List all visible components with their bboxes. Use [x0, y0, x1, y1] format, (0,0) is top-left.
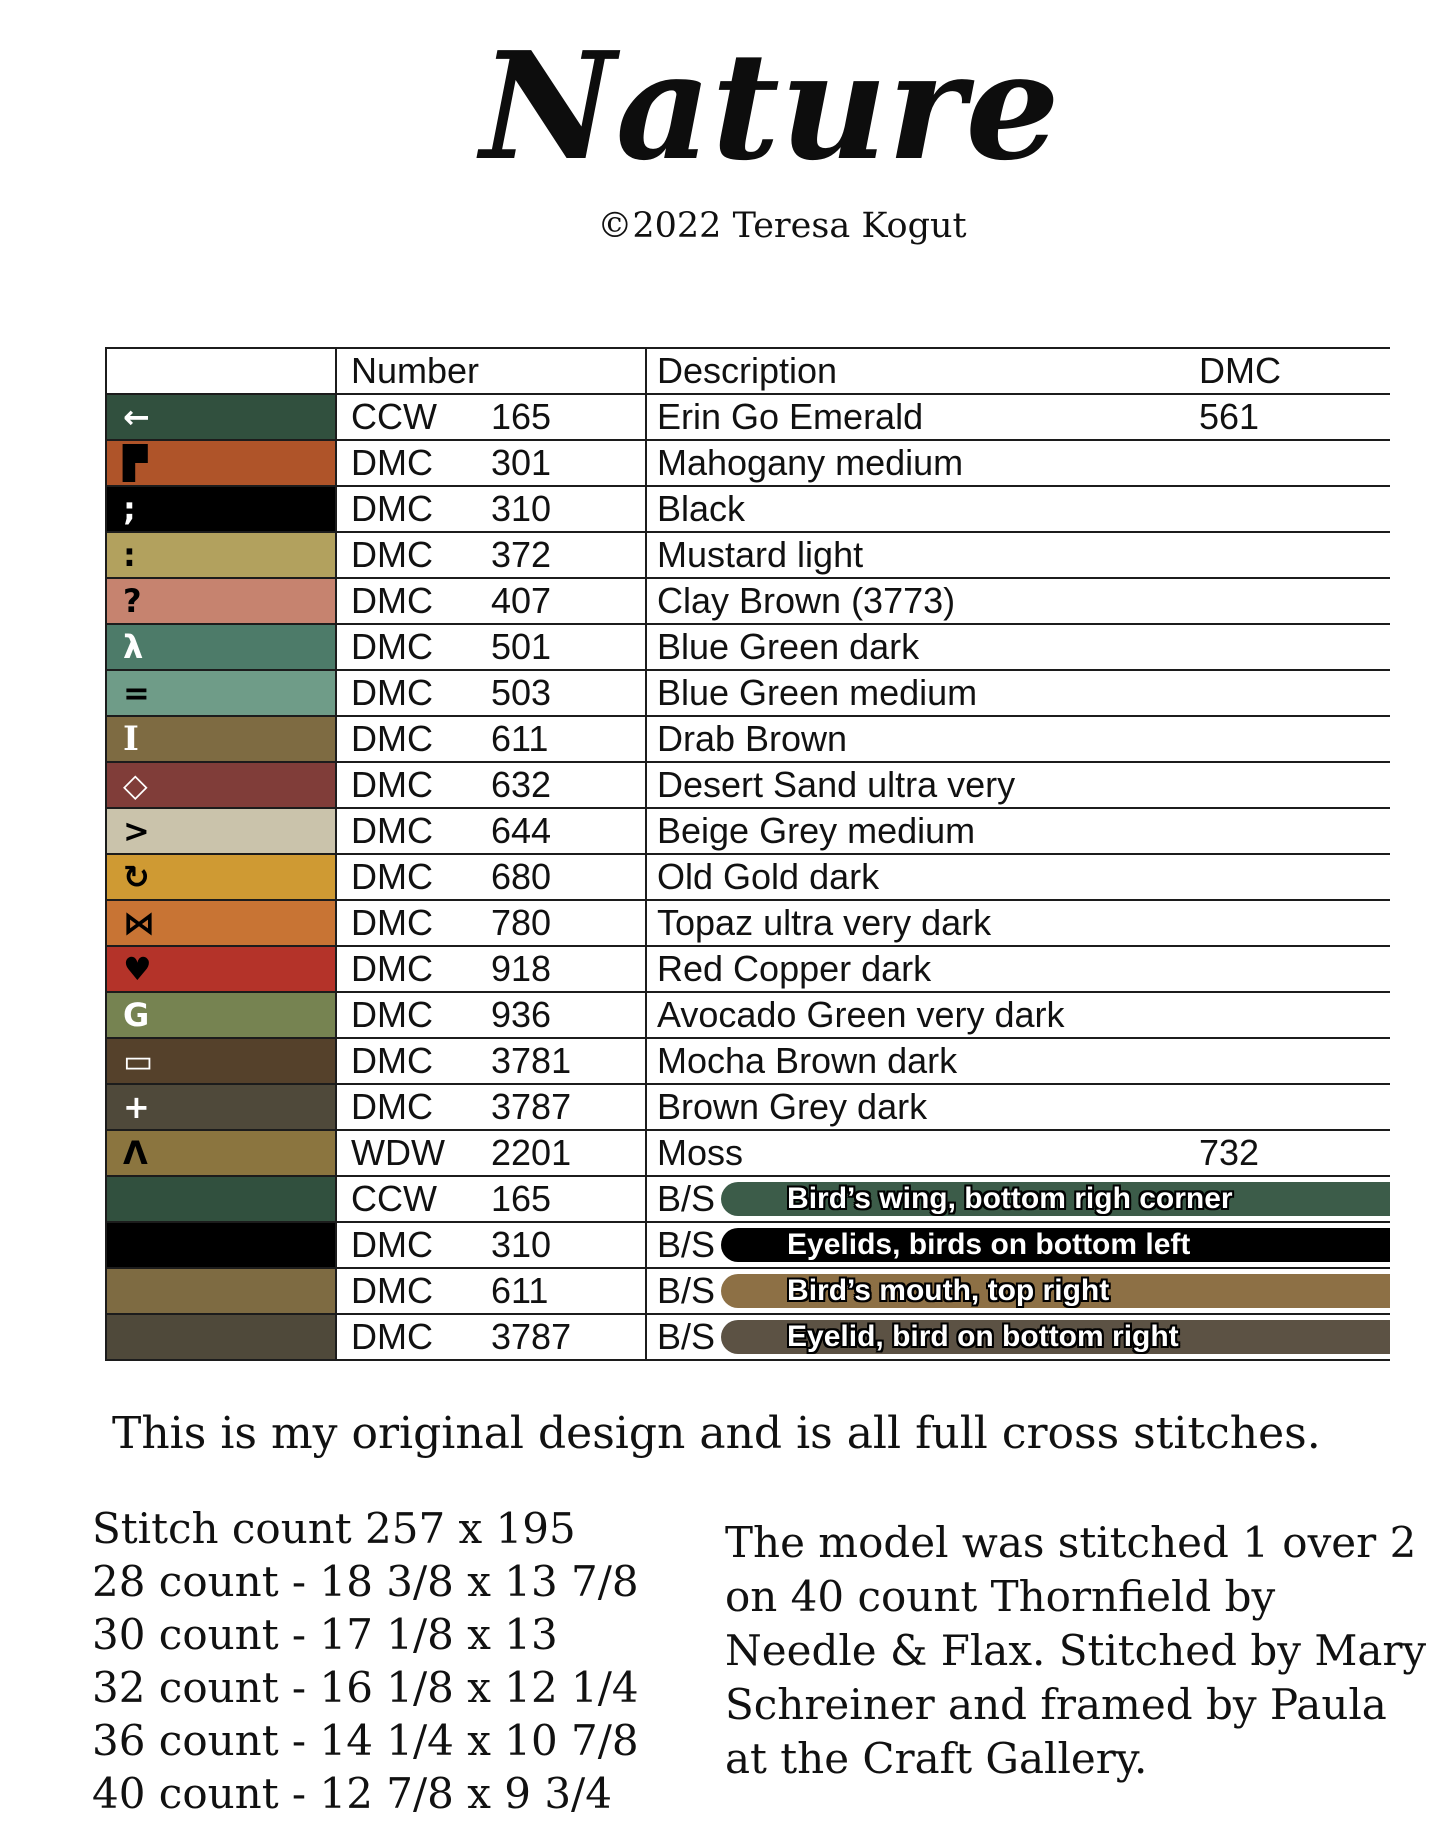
backstitch-note: Bird’s mouth, top right — [787, 1274, 1110, 1307]
description-label: Red Copper dark — [657, 948, 932, 989]
description-label: Erin Go Emerald — [657, 396, 924, 437]
description-cell — [647, 1269, 1390, 1313]
number-cell — [337, 441, 647, 485]
number-cell — [337, 993, 647, 1037]
stitch-symbol: ♥ — [123, 950, 152, 988]
description-label: Clay Brown (3773) — [657, 580, 956, 621]
stitch-symbol: ↻ — [123, 858, 150, 896]
stitch-symbol: ; — [123, 490, 136, 528]
model-info-line: Schreiner and framed by Paula — [725, 1680, 1387, 1729]
stitch-symbol: + — [123, 1088, 150, 1126]
description-cell — [647, 487, 1390, 531]
header-dmc-label: DMC — [1199, 350, 1281, 391]
code-label: 2201 — [491, 1132, 572, 1173]
number-cell — [337, 1085, 647, 1129]
code-label: 501 — [491, 626, 552, 667]
model-info-block — [725, 1516, 1445, 1786]
brand-label: DMC — [351, 442, 433, 483]
code-label: 165 — [491, 1178, 552, 1219]
number-cell — [337, 763, 647, 807]
model-info-line: Needle & Flax. Stitched by Mary — [725, 1626, 1427, 1675]
backstitch-label: B/S — [657, 1316, 716, 1357]
number-cell — [337, 579, 647, 623]
description-cell — [647, 1085, 1390, 1129]
description-cell — [647, 993, 1390, 1037]
description-label: Topaz ultra very dark — [657, 902, 992, 943]
stitch-symbol: I — [123, 719, 139, 759]
backstitch-note-pill — [721, 1274, 1390, 1308]
stitch-symbol: ▛ — [123, 444, 148, 482]
stitch-count-line: 32 count - 16 1/8 x 12 1/4 — [92, 1663, 639, 1712]
stitch-count-line: 28 count - 18 3/8 x 13 7/8 — [92, 1557, 639, 1606]
description-cell — [647, 1177, 1390, 1221]
code-label: 644 — [491, 810, 552, 851]
brand-label: DMC — [351, 1040, 433, 1081]
brand-label: DMC — [351, 672, 433, 713]
table-row — [107, 487, 1390, 533]
number-cell — [337, 625, 647, 669]
description-cell — [647, 533, 1390, 577]
brand-label: DMC — [351, 994, 433, 1035]
swatch-cell — [107, 993, 337, 1037]
stitch-symbol: λ — [123, 628, 144, 666]
code-label: 611 — [491, 1270, 549, 1311]
brand-label: DMC — [351, 718, 433, 759]
backstitch-label: B/S — [657, 1178, 716, 1219]
swatch-cell — [107, 1269, 337, 1313]
description-cell — [647, 1131, 1390, 1175]
stitch-symbol: G — [123, 996, 150, 1034]
description-label: Mustard light — [657, 534, 864, 575]
stitch-count-line: 30 count - 17 1/8 x 13 — [92, 1610, 558, 1659]
code-label: 165 — [491, 396, 552, 437]
number-cell — [337, 947, 647, 991]
description-cell — [647, 855, 1390, 899]
backstitch-note-pill — [721, 1182, 1390, 1216]
table-row — [107, 855, 1390, 901]
brand-label: DMC — [351, 948, 433, 989]
swatch-cell — [107, 625, 337, 669]
number-cell — [337, 1315, 647, 1359]
table-row — [107, 395, 1390, 441]
table-row — [107, 671, 1390, 717]
number-cell — [337, 809, 647, 853]
swatch-cell — [107, 901, 337, 945]
swatch-cell — [107, 947, 337, 991]
header-number-cell — [337, 349, 647, 393]
number-cell — [337, 1131, 647, 1175]
stitch-count-line: Stitch count 257 x 195 — [92, 1504, 576, 1553]
description-label: Blue Green dark — [657, 626, 920, 667]
number-cell — [337, 487, 647, 531]
copyright-line: ©2022 Teresa Kogut — [597, 206, 967, 246]
code-label: 372 — [491, 534, 552, 575]
model-info-line: at the Craft Gallery. — [725, 1734, 1148, 1783]
brand-label: DMC — [351, 488, 433, 529]
code-label: 301 — [491, 442, 552, 483]
number-cell — [337, 717, 647, 761]
code-label: 310 — [491, 1224, 552, 1265]
stitch-symbol: ⋈ — [123, 904, 155, 942]
brand-label: DMC — [351, 902, 433, 943]
code-label: 936 — [491, 994, 552, 1035]
swatch-cell — [107, 1085, 337, 1129]
table-row — [107, 1039, 1390, 1085]
model-info-line: on 40 count Thornfield by — [725, 1572, 1276, 1621]
swatch-cell — [107, 395, 337, 439]
brand-label: WDW — [351, 1132, 445, 1173]
number-cell — [337, 533, 647, 577]
description-cell — [647, 809, 1390, 853]
table-row — [107, 763, 1390, 809]
number-cell — [337, 901, 647, 945]
swatch-cell — [107, 533, 337, 577]
code-label: 611 — [491, 718, 549, 759]
stitch-symbol: Λ — [123, 1134, 148, 1172]
brand-label: DMC — [351, 856, 433, 897]
model-info-line: The model was stitched 1 over 2 — [725, 1518, 1417, 1567]
brand-label: DMC — [351, 534, 433, 575]
table-row — [107, 533, 1390, 579]
stitch-symbol: ← — [123, 398, 150, 436]
code-label: 918 — [491, 948, 552, 989]
description-cell — [647, 441, 1390, 485]
brand-label: DMC — [351, 626, 433, 667]
description-label: Brown Grey dark — [657, 1086, 928, 1127]
description-label: Avocado Green very dark — [657, 994, 1065, 1035]
description-label: Mahogany medium — [657, 442, 964, 483]
number-cell — [337, 671, 647, 715]
code-label: 310 — [491, 488, 552, 529]
swatch-cell — [107, 1177, 337, 1221]
description-label: Mocha Brown dark — [657, 1040, 958, 1081]
description-label: Black — [657, 488, 746, 529]
swatch-cell — [107, 717, 337, 761]
swatch-cell — [107, 1131, 337, 1175]
code-label: 680 — [491, 856, 552, 897]
number-cell — [337, 1269, 647, 1313]
description-cell — [647, 1223, 1390, 1267]
table-row — [107, 579, 1390, 625]
description-cell — [647, 579, 1390, 623]
stitch-symbol: : — [123, 536, 136, 574]
color-key-table — [105, 347, 1390, 1361]
description-cell — [647, 717, 1390, 761]
number-cell — [337, 1039, 647, 1083]
brand-label: DMC — [351, 764, 433, 805]
backstitch-row — [107, 1269, 1390, 1315]
brand-label: DMC — [351, 580, 433, 621]
description-cell — [647, 947, 1390, 991]
brand-label: DMC — [351, 1086, 433, 1127]
description-label: Desert Sand ultra very — [657, 764, 1016, 805]
number-cell — [337, 1223, 647, 1267]
backstitch-row — [107, 1177, 1390, 1223]
description-label: Beige Grey medium — [657, 810, 976, 851]
number-cell — [337, 1177, 647, 1221]
table-row — [107, 809, 1390, 855]
swatch-cell — [107, 809, 337, 853]
table-row — [107, 1131, 1390, 1177]
stitch-count-block — [92, 1502, 639, 1820]
stitch-symbol: > — [123, 812, 150, 850]
header-number-label: Number — [351, 350, 480, 391]
backstitch-label: B/S — [657, 1270, 716, 1311]
number-cell — [337, 855, 647, 899]
header-description-label: Description — [657, 350, 838, 391]
stitch-count-line: 36 count - 14 1/4 x 10 7/8 — [92, 1716, 639, 1765]
table-row — [107, 625, 1390, 671]
description-cell — [647, 763, 1390, 807]
header-description-cell — [647, 349, 1390, 393]
code-label: 3787 — [491, 1316, 572, 1357]
code-label: 780 — [491, 902, 552, 943]
description-label: Old Gold dark — [657, 856, 880, 897]
description-cell — [647, 625, 1390, 669]
backstitch-label: B/S — [657, 1224, 716, 1265]
code-label: 632 — [491, 764, 552, 805]
brand-label: DMC — [351, 1316, 433, 1357]
code-label: 407 — [491, 580, 552, 621]
dmc-conversion-value: 561 — [1199, 396, 1260, 437]
stitch-symbol: ▭ — [123, 1042, 154, 1080]
code-label: 3781 — [491, 1040, 572, 1081]
swatch-cell — [107, 855, 337, 899]
table-row — [107, 947, 1390, 993]
header-swatch-cell — [107, 349, 337, 393]
swatch-cell — [107, 1315, 337, 1359]
swatch-cell — [107, 1039, 337, 1083]
page-title: Nature — [480, 19, 1060, 193]
swatch-cell — [107, 763, 337, 807]
dmc-conversion-value: 732 — [1199, 1132, 1260, 1173]
backstitch-note: Eyelids, birds on bottom left — [787, 1228, 1191, 1261]
stitch-symbol: ? — [123, 582, 142, 620]
swatch-cell — [107, 1223, 337, 1267]
backstitch-note-pill — [721, 1228, 1390, 1262]
description-label: Drab Brown — [657, 718, 848, 759]
original-design-note: This is my original design and is all full cross stitches. — [112, 1408, 1321, 1459]
stitch-symbol: = — [123, 674, 150, 712]
table-row — [107, 993, 1390, 1039]
backstitch-row — [107, 1223, 1390, 1269]
table-row — [107, 441, 1390, 487]
description-label: Moss — [657, 1132, 744, 1173]
swatch-cell — [107, 487, 337, 531]
brand-label: DMC — [351, 1224, 433, 1265]
brand-label: DMC — [351, 810, 433, 851]
description-label: Blue Green medium — [657, 672, 978, 713]
description-cell — [647, 901, 1390, 945]
stitch-symbol: ◇ — [123, 766, 148, 804]
table-row — [107, 901, 1390, 947]
swatch-cell — [107, 579, 337, 623]
code-label: 3787 — [491, 1086, 572, 1127]
swatch-cell — [107, 671, 337, 715]
brand-label: DMC — [351, 1270, 433, 1311]
description-cell — [647, 1039, 1390, 1083]
description-cell — [647, 395, 1390, 439]
brand-label: CCW — [351, 396, 437, 437]
table-row — [107, 717, 1390, 763]
description-cell — [647, 671, 1390, 715]
backstitch-note: Eyelid, bird on bottom right — [787, 1320, 1179, 1353]
number-cell — [337, 395, 647, 439]
backstitch-note-pill — [721, 1320, 1390, 1354]
table-row — [107, 1085, 1390, 1131]
brand-label: CCW — [351, 1178, 437, 1219]
backstitch-row — [107, 1315, 1390, 1361]
backstitch-note: Bird’s wing, bottom righ corner — [787, 1182, 1233, 1215]
swatch-cell — [107, 441, 337, 485]
table-header-row — [107, 349, 1390, 395]
description-cell — [647, 1315, 1390, 1359]
stitch-count-line: 40 count - 12 7/8 x 9 3/4 — [92, 1769, 612, 1818]
code-label: 503 — [491, 672, 552, 713]
